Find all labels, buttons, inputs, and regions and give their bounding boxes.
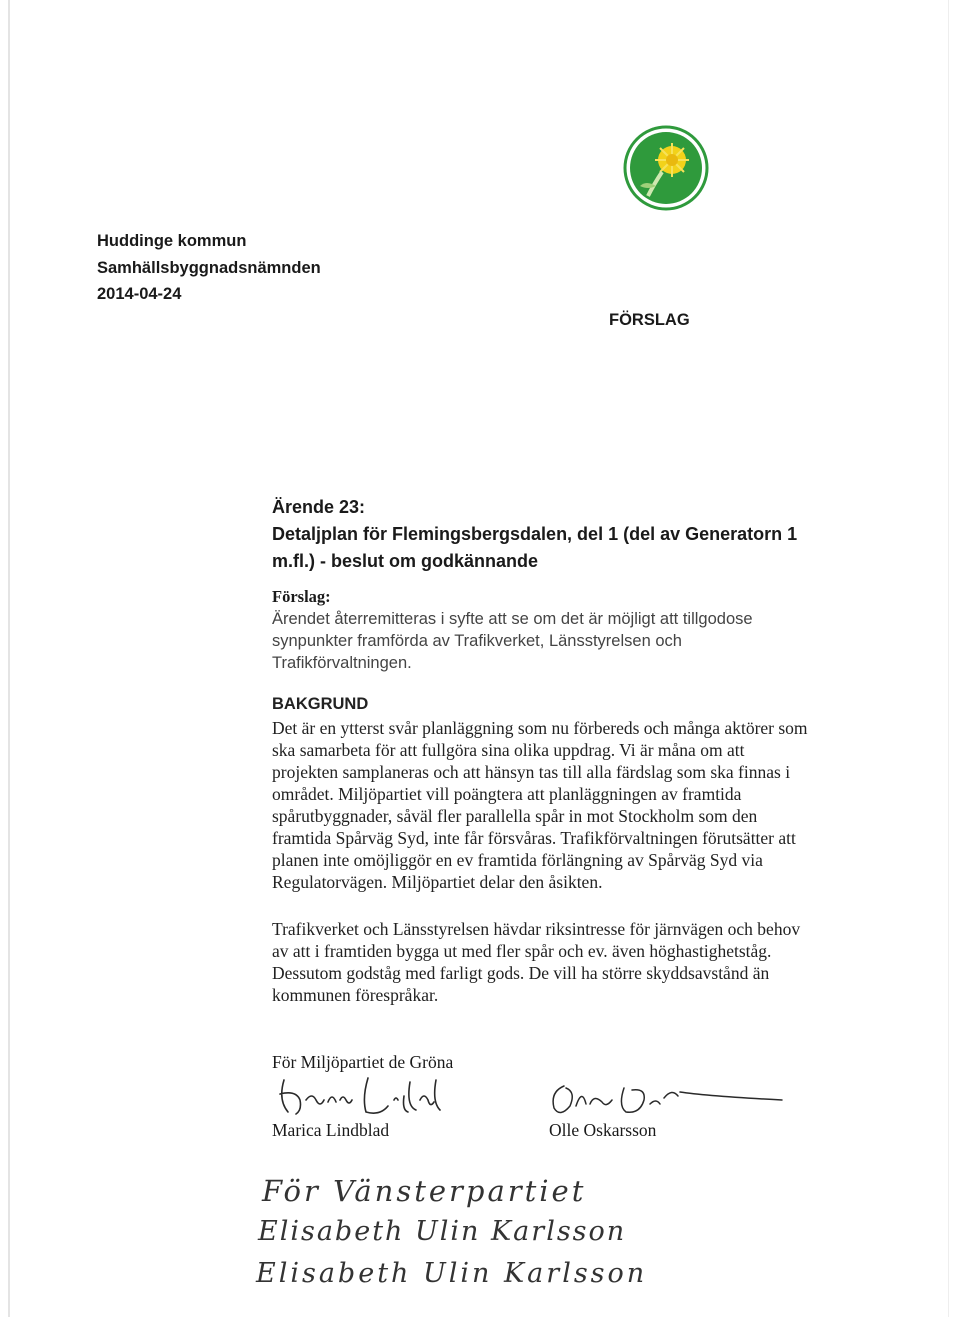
party-logo-icon xyxy=(622,124,710,212)
background-line: ska samarbeta för att fullgöra sina olika uppdrag. Vi är måna om att xyxy=(272,740,745,760)
paragraph-line: kommunen förespråkar. xyxy=(272,985,439,1005)
proposal-text xyxy=(272,608,753,674)
paragraph-text xyxy=(272,918,800,1006)
document-type: FÖRSLAG xyxy=(609,311,690,329)
handwritten-note-line: Elisabeth Ulin Karlsson xyxy=(256,1258,648,1289)
handwritten-note-line: Elisabeth Ulin Karlsson xyxy=(258,1216,627,1247)
paragraph-line: av att i framtiden bygga ut med fler spår och ev. även höghastighetståg. xyxy=(272,941,772,961)
signatory-name: Olle Oskarsson xyxy=(549,1120,657,1140)
background-line: projekten samplaneras och att hänsyn tas till alla färdslag som ska finnas i xyxy=(272,762,791,782)
case-number: Ärende 23: xyxy=(272,497,366,517)
paragraph-line: Dessutom godståg med farligt gods. De vill ha större skyddsavstånd än xyxy=(272,963,770,983)
scan-edge xyxy=(8,0,10,1317)
handwritten-note-line: För Vänsterpartiet xyxy=(262,1174,587,1208)
document-date: 2014-04-24 xyxy=(97,285,182,303)
case-title-line: Detaljplan för Flemingsbergsdalen, del 1 (del av Generatorn 1 xyxy=(272,524,798,544)
proposal-label: Förslag: xyxy=(272,587,331,606)
background-line: spårutbyggnader, såväl fler parallella spår in mot Stockholm som den xyxy=(272,806,758,826)
background-line: Det är en ytterst svår planläggning som nu förbereds och många aktörer som xyxy=(272,718,808,738)
background-line: framtida Spårväg Syd, inte får försvåras. Trafikförvaltningen förutsätter att xyxy=(272,828,796,848)
background-heading: BAKGRUND xyxy=(272,695,369,713)
case-title-line: m.fl.) - beslut om godkännande xyxy=(272,551,539,571)
signatory-name: Marica Lindblad xyxy=(272,1120,390,1140)
scan-edge xyxy=(948,0,949,1317)
municipality-name: Huddinge kommun xyxy=(97,232,247,250)
committee-name: Samhällsbyggnadsnämnden xyxy=(97,259,321,277)
handwritten-signature-1 xyxy=(270,1070,470,1122)
proposal-line: Ärendet återremitteras i syfte att se om det är möjligt att tillgodose xyxy=(272,610,753,628)
proposal-line: Trafikförvaltningen. xyxy=(272,654,412,672)
paragraph-line: Trafikverket och Länsstyrelsen hävdar riksintresse för järnvägen och behov xyxy=(272,919,801,939)
signatory-party: För Miljöpartiet de Gröna xyxy=(272,1052,454,1072)
proposal-line: synpunkter framförda av Trafikverket, Länsstyrelsen och xyxy=(272,632,682,650)
background-line: planen inte omöjliggör en ev framtida förlängning av Spårväg Syd via xyxy=(272,850,763,870)
background-line: Regulatorvägen. Miljöpartiet delar den åsikten. xyxy=(272,872,603,892)
background-text xyxy=(272,717,808,893)
case-heading xyxy=(272,494,872,575)
background-line: området. Miljöpartiet vill poängtera att planläggningen av framtida xyxy=(272,784,742,804)
handwritten-signature-2 xyxy=(546,1078,786,1122)
